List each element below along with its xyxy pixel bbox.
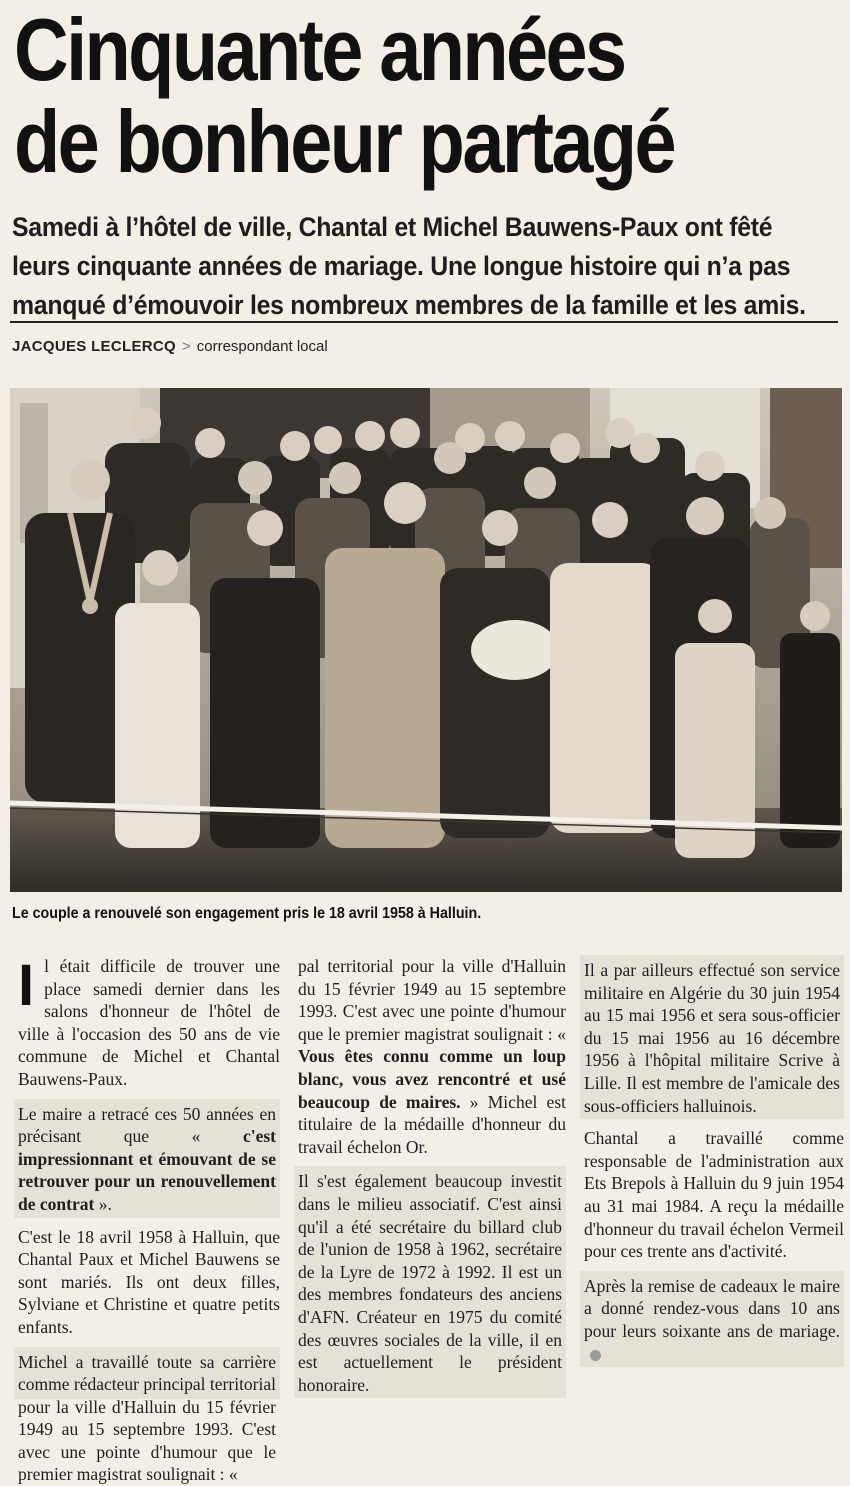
group-photo [10,388,842,892]
paragraph-mayor-start: Le maire a retracé ces 50 années en précisant que « [18,1103,276,1147]
paragraph-career-start: Michel a travaillé toute sa carrière comme rédacteur principal territorial pour la ville d'Halluin du 15 février 1949 au 15 septembre 1993. C'est avec une pointe d'humour que le premier magistrat soulignait : « [18,1351,276,1485]
lead-paragraph [12,208,842,325]
byline-role: correspondant local [196,338,328,355]
paragraph-career [14,1347,280,1485]
byline-author: JACQUES LECLERCQ [12,338,176,355]
photo-caption: Le couple a renouvelé son engagement pris le 18 avril 1958 à Halluin. [12,905,482,922]
paragraph-career-quote: Vous êtes connu comme un loup blanc, vous avez rencontré et usé beaucoup de maires. [298,1046,566,1112]
paragraph-chantal: Chantal a travaillé comme responsable de l'administration aux Ets Brepols à Halluin du 9 juin 1954 au 31 mai 1984. A reçu la médaille d'honneur du travail échelon Vermeil pour ces trente ans d'activité. [584,1128,844,1262]
paragraph-associative: Il s'est également beaucoup investit dans le milieu associatif. C'est ainsi qu'il a été secrétaire du billard club de l'union de 1958 à 1962, secrétaire de la Lyre de 1972 à 1992. Il est un des membres fondateurs des anciens d'AFN. Créateur en 1975 du comité des œuvres sociales de la ville, il en est actuellement le président honoraire. [294,1166,566,1398]
lead-line-2: leurs cinquante années de mariage. Une longue histoire qui n’a pas [12,251,791,281]
article-column-1 [18,953,280,1485]
headline [14,0,728,191]
paragraph-military: Il a par ailleurs effectué son service militaire en Algérie du 30 juin 1954 au 15 mai 1956 et sera sous-officier du 15 mai 1956 au 16 décembre 1956 à l'hôpital militaire Scrive à Lille. Il est membre de l'amicale des sous-officiers halluinois. [580,955,844,1119]
paragraph-mayor-quote: c'est impressionnant et émouvant de se retrouver pour un renouvellement de contrat [18,1126,276,1214]
paragraph-mayor-end: ». [94,1193,112,1214]
headline-line-1: Cinquante années [14,0,625,99]
headline-line-2: de bonheur partagé [14,92,674,191]
article-column-2 [298,955,566,1406]
lead-line-1: Samedi à l’hôtel de ville, Chantal et Michel Bauwens-Paux ont fêté [12,212,773,242]
paragraph-closing [580,1271,844,1367]
drop-cap: I [18,953,35,1018]
divider-rule [10,321,838,323]
paragraph-wedding: C'est le 18 avril 1958 à Halluin, que Chantal Paux et Michel Bauwens se sont mariés. Ils ont deux filles, Sylviane et Christine et quatre petits enfants. [18,1226,280,1337]
paragraph-mayor [14,1099,280,1218]
paragraph-closing-text: Après la remise de cadeaux le maire a donné rendez-vous dans 10 ans pour leurs soixante ans de mariage. [584,1275,840,1341]
article-column-3 [584,955,844,1375]
byline [12,338,328,355]
paragraph-intro [18,955,280,1091]
paragraph-intro-text: l était difficile de trouver une place samedi dernier dans les salons d'honneur de l'hôtel de ville à l'occasion des 50 ans de vie commune de Michel et Chantal Bauwens-Paux. [18,956,280,1089]
byline-separator-icon: > [181,338,191,355]
paragraph-career-cont: pal territorial pour la ville d'Halluin du 15 février 1949 au 15 septembre 1993. C'est avec une pointe d'humour que le premier magistrat soulignait : « Vous êtes connu comme un loup blanc, vous avez rencontré et usé beaucoup de maires. » Michel est titulaire de la médaille d'honneur du travail échelon Or. [298,956,566,1157]
lead-line-3: manqué d’émouvoir les nombreux membres de la famille et les amis. [12,290,806,320]
end-mark-icon [590,1350,601,1361]
